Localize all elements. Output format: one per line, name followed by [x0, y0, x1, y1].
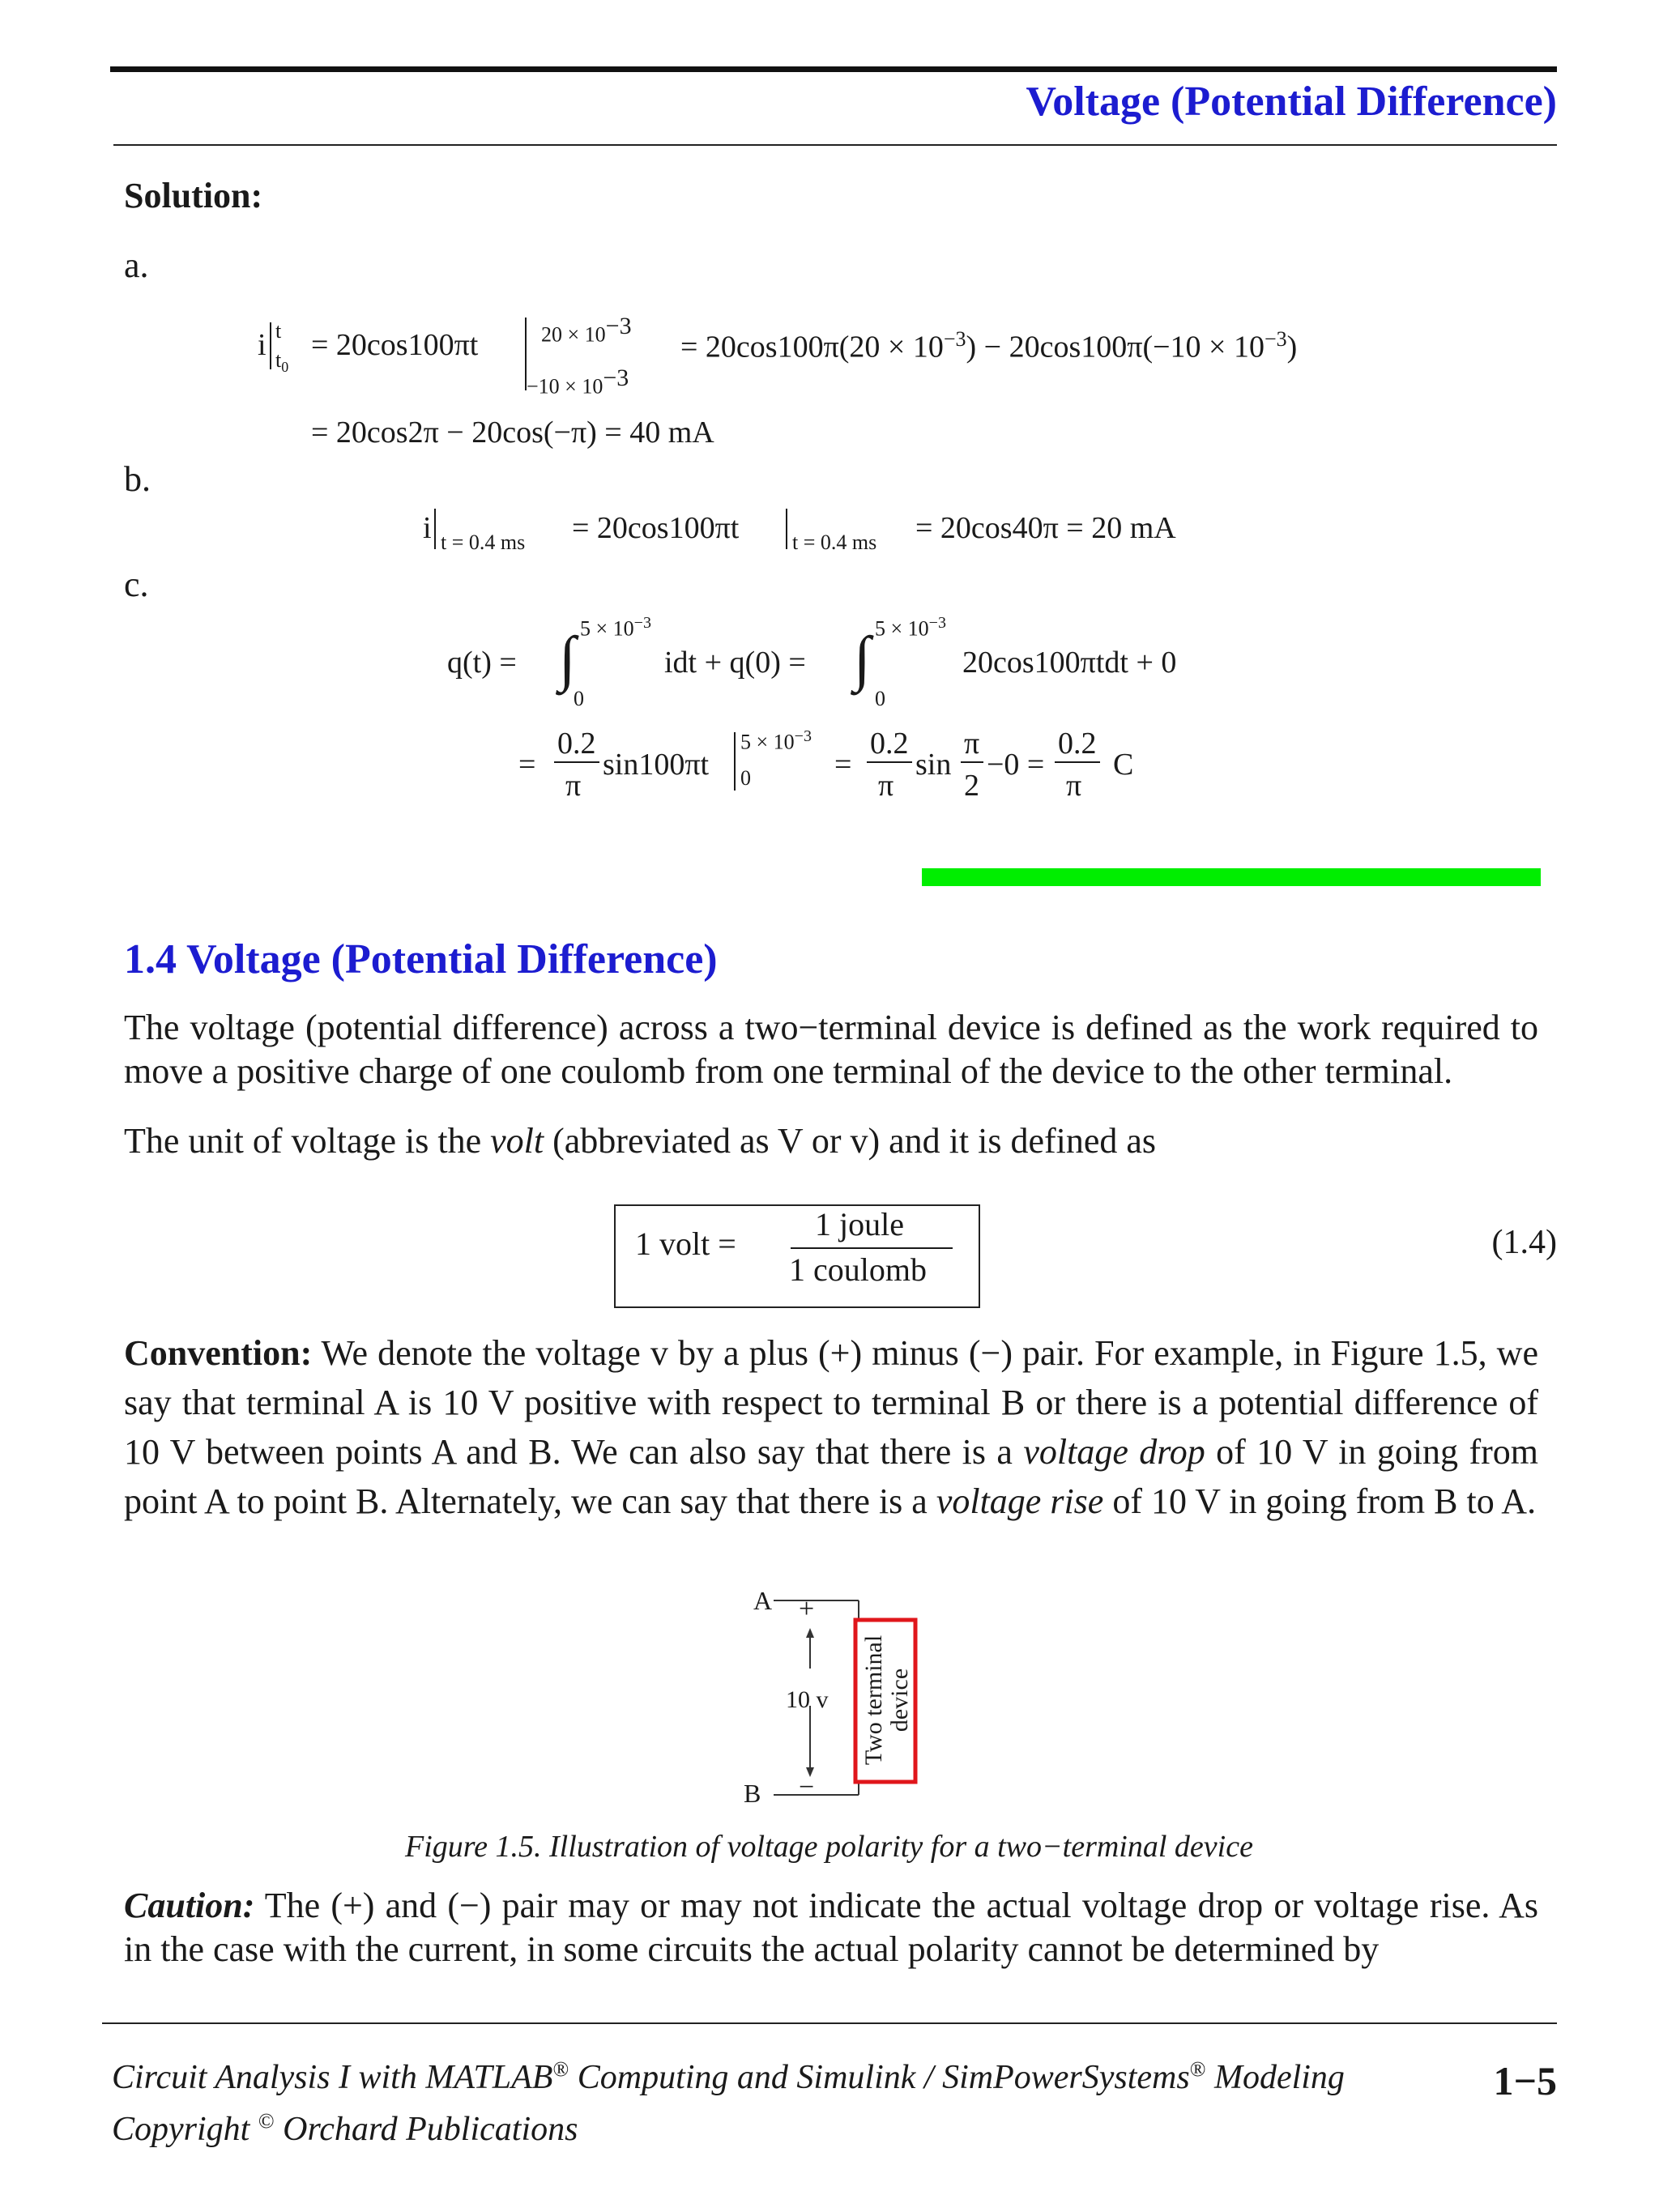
- eq-a1-lower: $t_0$: [275, 348, 289, 376]
- eq-box-denominator: 1 coulomb: [789, 1251, 927, 1288]
- section-title: 1.4 Voltage (Potential Difference): [124, 936, 718, 982]
- eq-c2-den3: 2: [964, 769, 979, 803]
- eq-c1-int2-body: 20cos100πtdt + 0: [962, 646, 1177, 680]
- figure-label-b: B: [744, 1779, 761, 1808]
- figure-voltage-label: 10 v: [786, 1686, 829, 1713]
- running-header-title: Voltage (Potential Difference): [1026, 79, 1557, 125]
- eq-c2-lim-lower: 0: [740, 766, 751, 790]
- eq-c2-sin2: sin: [915, 748, 952, 782]
- paragraph-definition: The voltage (potential difference) across a two−terminal device is defined as the work required to move a positive charge of one coulomb from one terminal of the device to the other terminal.: [124, 1008, 1538, 1091]
- header-rule-thick: [110, 66, 1557, 72]
- eq-c2-num2: 0.2: [870, 727, 909, 761]
- eq-box-numerator: 1 joule: [815, 1206, 904, 1242]
- frac-line-3: [961, 761, 983, 763]
- device-label: [859, 1623, 915, 1777]
- device-label-line1: Two terminal: [860, 1634, 887, 1766]
- eq-a1-upper: t: [275, 319, 282, 343]
- equation-number: (1.4): [1491, 1224, 1557, 1261]
- solution-heading: Solution:: [124, 176, 263, 215]
- paragraph-unit: The unit of voltage is the volt (abbreviated as V or v) and it is defined as: [124, 1121, 1157, 1161]
- eq-c2-minus: −0 =: [987, 748, 1045, 782]
- eq-c2-sin: sin100πt: [603, 748, 710, 782]
- page-number: 1−5: [1493, 2058, 1557, 2103]
- footer-book-title: Circuit Analysis I with MATLAB® Computing and Simulink / SimPowerSystems® Modeling: [112, 2057, 1345, 2096]
- eval-bar-c2: [734, 732, 736, 791]
- figure-plus: +: [799, 1594, 815, 1624]
- eq-a1-rhs: = $20\cos 100\pi(20 \times 10^{-3}) - 20\cos 100\pi(-10 \times 10^{-3})$: [680, 327, 1298, 364]
- eval-bar-b: [786, 509, 787, 549]
- eq-b-mid: = 20cos100πt: [572, 511, 740, 545]
- eq-b-lhs: i: [423, 511, 432, 545]
- eq-c1-int1-upper: $5 \times 10^{-3}$: [580, 614, 651, 641]
- eq-b-mid-sub: t = 0.4 ms: [792, 531, 877, 554]
- eq-box-lhs: 1 volt =: [635, 1225, 736, 1262]
- eq-a2: = 20cos2π − 20cos(−π) = 40 mA: [311, 416, 714, 450]
- paragraph-convention: Convention: We denote the voltage v by a plus (+) minus (−) pair. For example, in Figure 1.5, we say that terminal A is 10 V positive with respect to terminal B or there is a potential difference of 10 V between points A and B. We can also say that there is a voltage drop of 10 V in going from point A to point B. Alternately, we can say that there is a voltage rise of 10 V in going from B to A.: [124, 1333, 1538, 1521]
- eq-box-frac-line: [791, 1247, 953, 1249]
- eq-c1-int1-lower: 0: [574, 687, 584, 710]
- eval-bar-a1-lhs: [270, 322, 271, 369]
- figure-label-a: A: [753, 1586, 773, 1615]
- eq-a1-lhs: i: [258, 328, 267, 362]
- header-rule-thin: [113, 144, 1557, 146]
- eq-c2-den4: π: [1066, 769, 1082, 803]
- eq-c2-den2: π: [878, 769, 894, 803]
- part-a-label: a.: [124, 245, 149, 285]
- eq-c2-num3: π: [964, 727, 980, 761]
- figure-minus: −: [799, 1772, 815, 1802]
- integral-sign-1: ∫: [559, 624, 576, 693]
- paragraph-caution: Caution: The (+) and (−) pair may or may not indicate the actual voltage drop or voltage rise. As in the case with the current, in some circuits the actual polarity cannot be determined by: [124, 1886, 1538, 1969]
- eq-b-sub: t = 0.4 ms: [441, 531, 526, 554]
- eq-c2-unit: C: [1113, 748, 1134, 782]
- figure-caption: Figure 1.5. Illustration of voltage polarity for a two−terminal device: [405, 1830, 1253, 1864]
- frac-line-1: [554, 761, 599, 763]
- green-highlight-bar: [922, 868, 1541, 886]
- eq-c1-int1-body: idt + q(0) =: [664, 646, 806, 680]
- footer-copyright: Copyright © Orchard Publications: [112, 2109, 578, 2148]
- eq-a1-bar-upper: $20 \times 10^{-3}$: [541, 313, 632, 347]
- eq-c2-num4: 0.2: [1058, 727, 1097, 761]
- part-c-label: c.: [124, 565, 149, 604]
- eq-b-rhs: = 20cos40π = 20 mA: [915, 511, 1176, 545]
- eq-c2-den1: π: [565, 769, 582, 803]
- eval-bar-b-lhs: [434, 509, 436, 549]
- device-label-line2: device: [886, 1668, 913, 1733]
- eq-c1-int2-upper: $5 \times 10^{-3}$: [875, 614, 946, 641]
- eq-c2-equals-2: =: [834, 748, 852, 782]
- eq-c2-num1: 0.2: [557, 727, 596, 761]
- eq-c2-lim-upper: $5 \times 10^{-3}$: [740, 727, 812, 754]
- integral-sign-2: ∫: [854, 624, 871, 693]
- frac-line-4: [1055, 761, 1100, 763]
- frac-line-2: [867, 761, 912, 763]
- eq-c1-int2-lower: 0: [875, 687, 885, 710]
- eq-c2-equals: =: [518, 748, 536, 782]
- eq-c1-lhs: q(t) =: [447, 646, 517, 680]
- eq-a1-bar-lower: $-10 \times 10^{-3}$: [527, 364, 629, 399]
- part-b-label: b.: [124, 459, 151, 499]
- eq-a1-mid: = 20cos100πt: [311, 328, 479, 362]
- footer-rule: [102, 2022, 1557, 2024]
